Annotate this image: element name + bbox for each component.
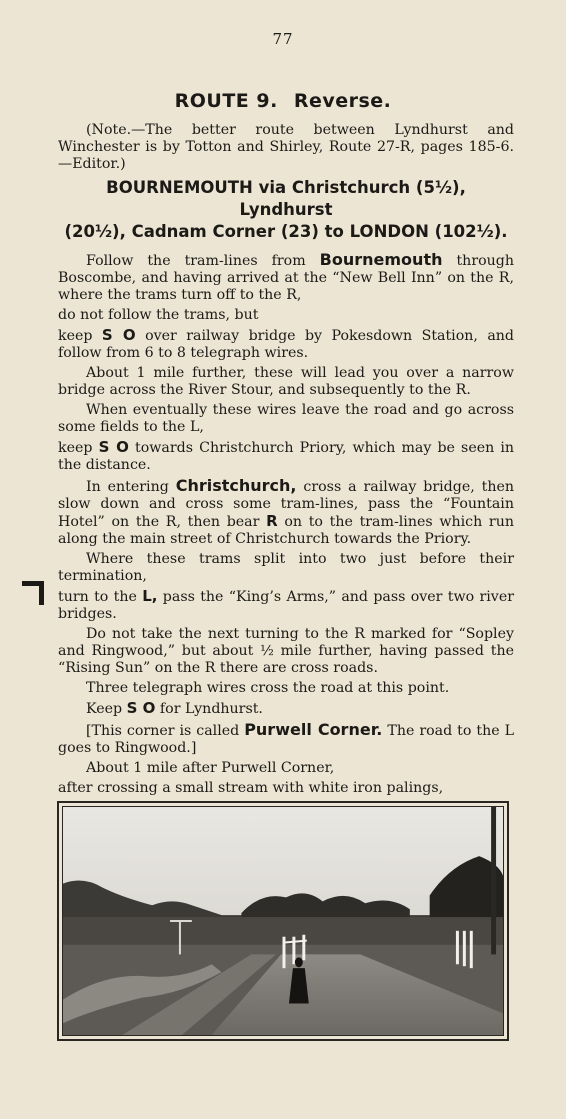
paragraph-8: Where these trams split into two just before their termination, [58,551,514,584]
place-name: Christchurch, [175,476,297,495]
route-heading [58,177,514,243]
direction-symbol: S O [98,438,129,456]
road-photograph [62,806,504,1036]
turn-marker-icon [22,581,46,607]
direction-symbol: R [266,512,278,530]
text: turn to the [58,589,137,605]
paragraph-4: About 1 mile further, these will lead you over a narrow bridge across the River Stour, and subsequently to the R. [58,365,514,398]
text: Follow the tram-lines from [86,253,306,269]
text: through Boscombe, and having arrived at the “New Bell Inn” on the R, where the trams turn off to the R, [58,253,515,303]
route-text [58,122,514,800]
text: keep [58,440,93,456]
editor-note: (Note.—The better route between Lyndhurst and Winchester is by Totton and Shirley, Route 27-R, pages 185-6.—Editor.) [58,122,514,172]
paragraph-14: About 1 mile after Purwell Corner, [86,760,335,776]
paragraph-15: after crossing a small stream with white iron palings, [58,780,444,796]
paragraph-11: Three telegraph wires cross the road at this point. [86,680,450,696]
text: In entering [86,479,169,495]
photo-frame [57,801,509,1041]
paragraph-1 [58,251,514,304]
route-heading-line1: BOURNEMOUTH via Christchurch (5½), Lyndhurst [106,178,466,219]
text: Keep [86,701,123,717]
paragraph-13 [58,721,514,757]
text: over railway bridge by Pokesdown Station, and follow from 6 to 8 telegraph wires. [58,328,515,361]
route-heading-line2: (20½), Cadnam Corner (23) to LONDON (102½). [64,222,508,241]
route-reverse-label: Reverse. [293,90,392,112]
paragraph-6 [58,439,514,474]
page-number: 77 [272,30,294,48]
place-name: Purwell Corner. [244,720,383,739]
text: The road to the L goes to Ringwood.] [58,723,514,756]
direction-symbol: L, [142,587,158,605]
route-title [0,90,566,112]
paragraph-10: Do not take the next turning to the R marked for “Sopley and Ringwood,” but about ½ mile further, having passed the “Rising Sun” on the R there are cross roads. [58,626,514,676]
paragraph-12 [58,700,514,718]
text: [This corner is called [86,723,240,739]
text: cross a railway bridge, then slow down and cross some tram-lines, pass the “Fountain Hotel” on the R, then bear [58,479,515,530]
direction-symbol: S O [101,326,136,344]
direction-symbol: S O [126,699,156,717]
paragraph-3 [58,327,514,362]
text: on to the tram-lines which run along the main street of Christchurch towards the Priory. [58,514,514,547]
route-label: ROUTE 9. [174,90,278,112]
paragraph-2: do not follow the trams, but [58,307,259,323]
paragraph-7 [58,477,514,548]
text: for Lyndhurst. [159,701,263,717]
text: towards Christchurch Priory, which may be seen in the distance. [58,440,515,473]
text: keep [58,328,93,344]
text: pass the “King’s Arms,” and pass over two river bridges. [58,589,514,622]
paragraph-5: When eventually these wires leave the road and go across some fields to the L, [58,402,514,435]
paragraph-9 [58,588,514,623]
place-name: Bournemouth [319,250,443,269]
